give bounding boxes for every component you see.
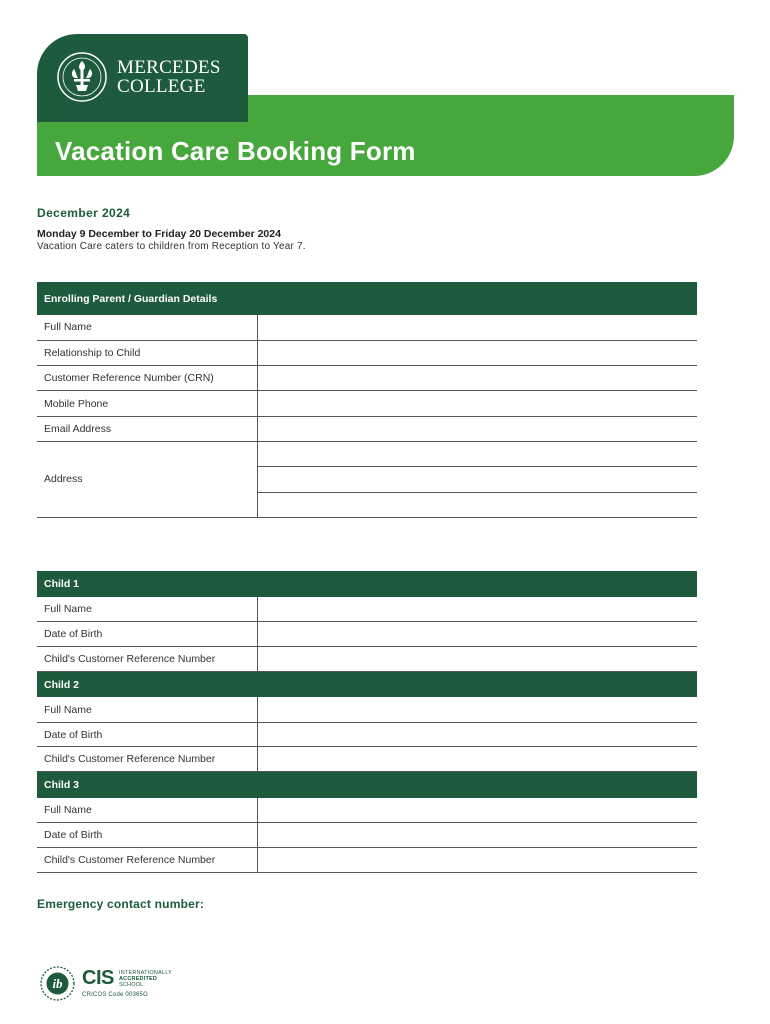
child-2-dob-field[interactable] [257,722,697,747]
child-2-crn-field[interactable] [257,747,697,772]
child-3-header: Child 3 [37,772,697,798]
section-header-row [37,282,697,315]
parent-section-header: Enrolling Parent / Guardian Details [37,282,697,315]
field-label: Email Address [37,416,257,441]
child-2-header: Child 2 [37,671,697,697]
college-name-line2: COLLEGE [117,76,206,97]
field-label: Address [37,441,257,517]
field-label: Date of Birth [37,823,257,848]
table-row [37,847,697,872]
relationship-field[interactable] [257,340,697,365]
cis-logo: CIS [82,967,114,989]
table-row [37,315,697,340]
college-logo-block [37,34,248,122]
address-line-2-field[interactable] [257,467,697,492]
address-line-3-field[interactable] [257,492,697,517]
college-name [117,58,221,96]
page-title: Vacation Care Booking Form [55,136,416,166]
table-row [37,622,697,647]
college-name-line1: MERCEDES [117,57,221,78]
children-table [37,571,697,873]
table-row [37,747,697,772]
field-label: Mobile Phone [37,391,257,416]
table-row [37,647,697,672]
table-row [37,366,697,391]
crn-field[interactable] [257,366,697,391]
table-row [37,697,697,722]
table-row [37,416,697,441]
child-3-name-field[interactable] [257,798,697,823]
ib-logo-icon [40,966,75,1001]
full-name-field[interactable] [257,315,697,340]
email-field[interactable] [257,416,697,441]
table-row [37,441,697,466]
section-header-row [37,772,697,798]
child-1-dob-field[interactable] [257,622,697,647]
child-3-crn-field[interactable] [257,847,697,872]
cis-line-1: INTERNATIONALLY [119,970,172,976]
field-label: Full Name [37,315,257,340]
field-label: Full Name [37,597,257,622]
month-heading: December 2024 [37,206,131,220]
cricos-code: CRICOS Code 00365G [82,992,148,998]
field-label: Date of Birth [37,722,257,747]
table-row [37,391,697,416]
child-3-dob-field[interactable] [257,823,697,848]
field-label: Child's Customer Reference Number [37,647,257,672]
parent-details-table [37,282,697,518]
college-crest-icon [56,51,108,103]
cis-line-3: SCHOOL [119,982,144,988]
field-label: Full Name [37,798,257,823]
address-line-1-field[interactable] [257,441,697,466]
child-1-name-field[interactable] [257,597,697,622]
section-header-row [37,571,697,597]
table-row [37,722,697,747]
table-row [37,823,697,848]
child-1-header: Child 1 [37,571,697,597]
mobile-phone-field[interactable] [257,391,697,416]
section-header-row [37,671,697,697]
ib-mark: ib [52,976,63,991]
emergency-contact-label: Emergency contact number: [37,897,205,911]
table-row [37,340,697,365]
child-1-crn-field[interactable] [257,647,697,672]
child-2-name-field[interactable] [257,697,697,722]
table-row [37,597,697,622]
field-label: Customer Reference Number (CRN) [37,366,257,391]
field-label: Date of Birth [37,622,257,647]
eligibility-note: Vacation Care caters to children from Reception to Year 7. [37,241,306,252]
cis-accreditation-text [119,970,172,988]
field-label: Child's Customer Reference Number [37,847,257,872]
field-label: Child's Customer Reference Number [37,747,257,772]
field-label: Relationship to Child [37,340,257,365]
dates-line: Monday 9 December to Friday 20 December 2024 [37,228,281,240]
cis-line-2: ACCREDITED [119,976,158,982]
field-label: Full Name [37,697,257,722]
table-row [37,798,697,823]
